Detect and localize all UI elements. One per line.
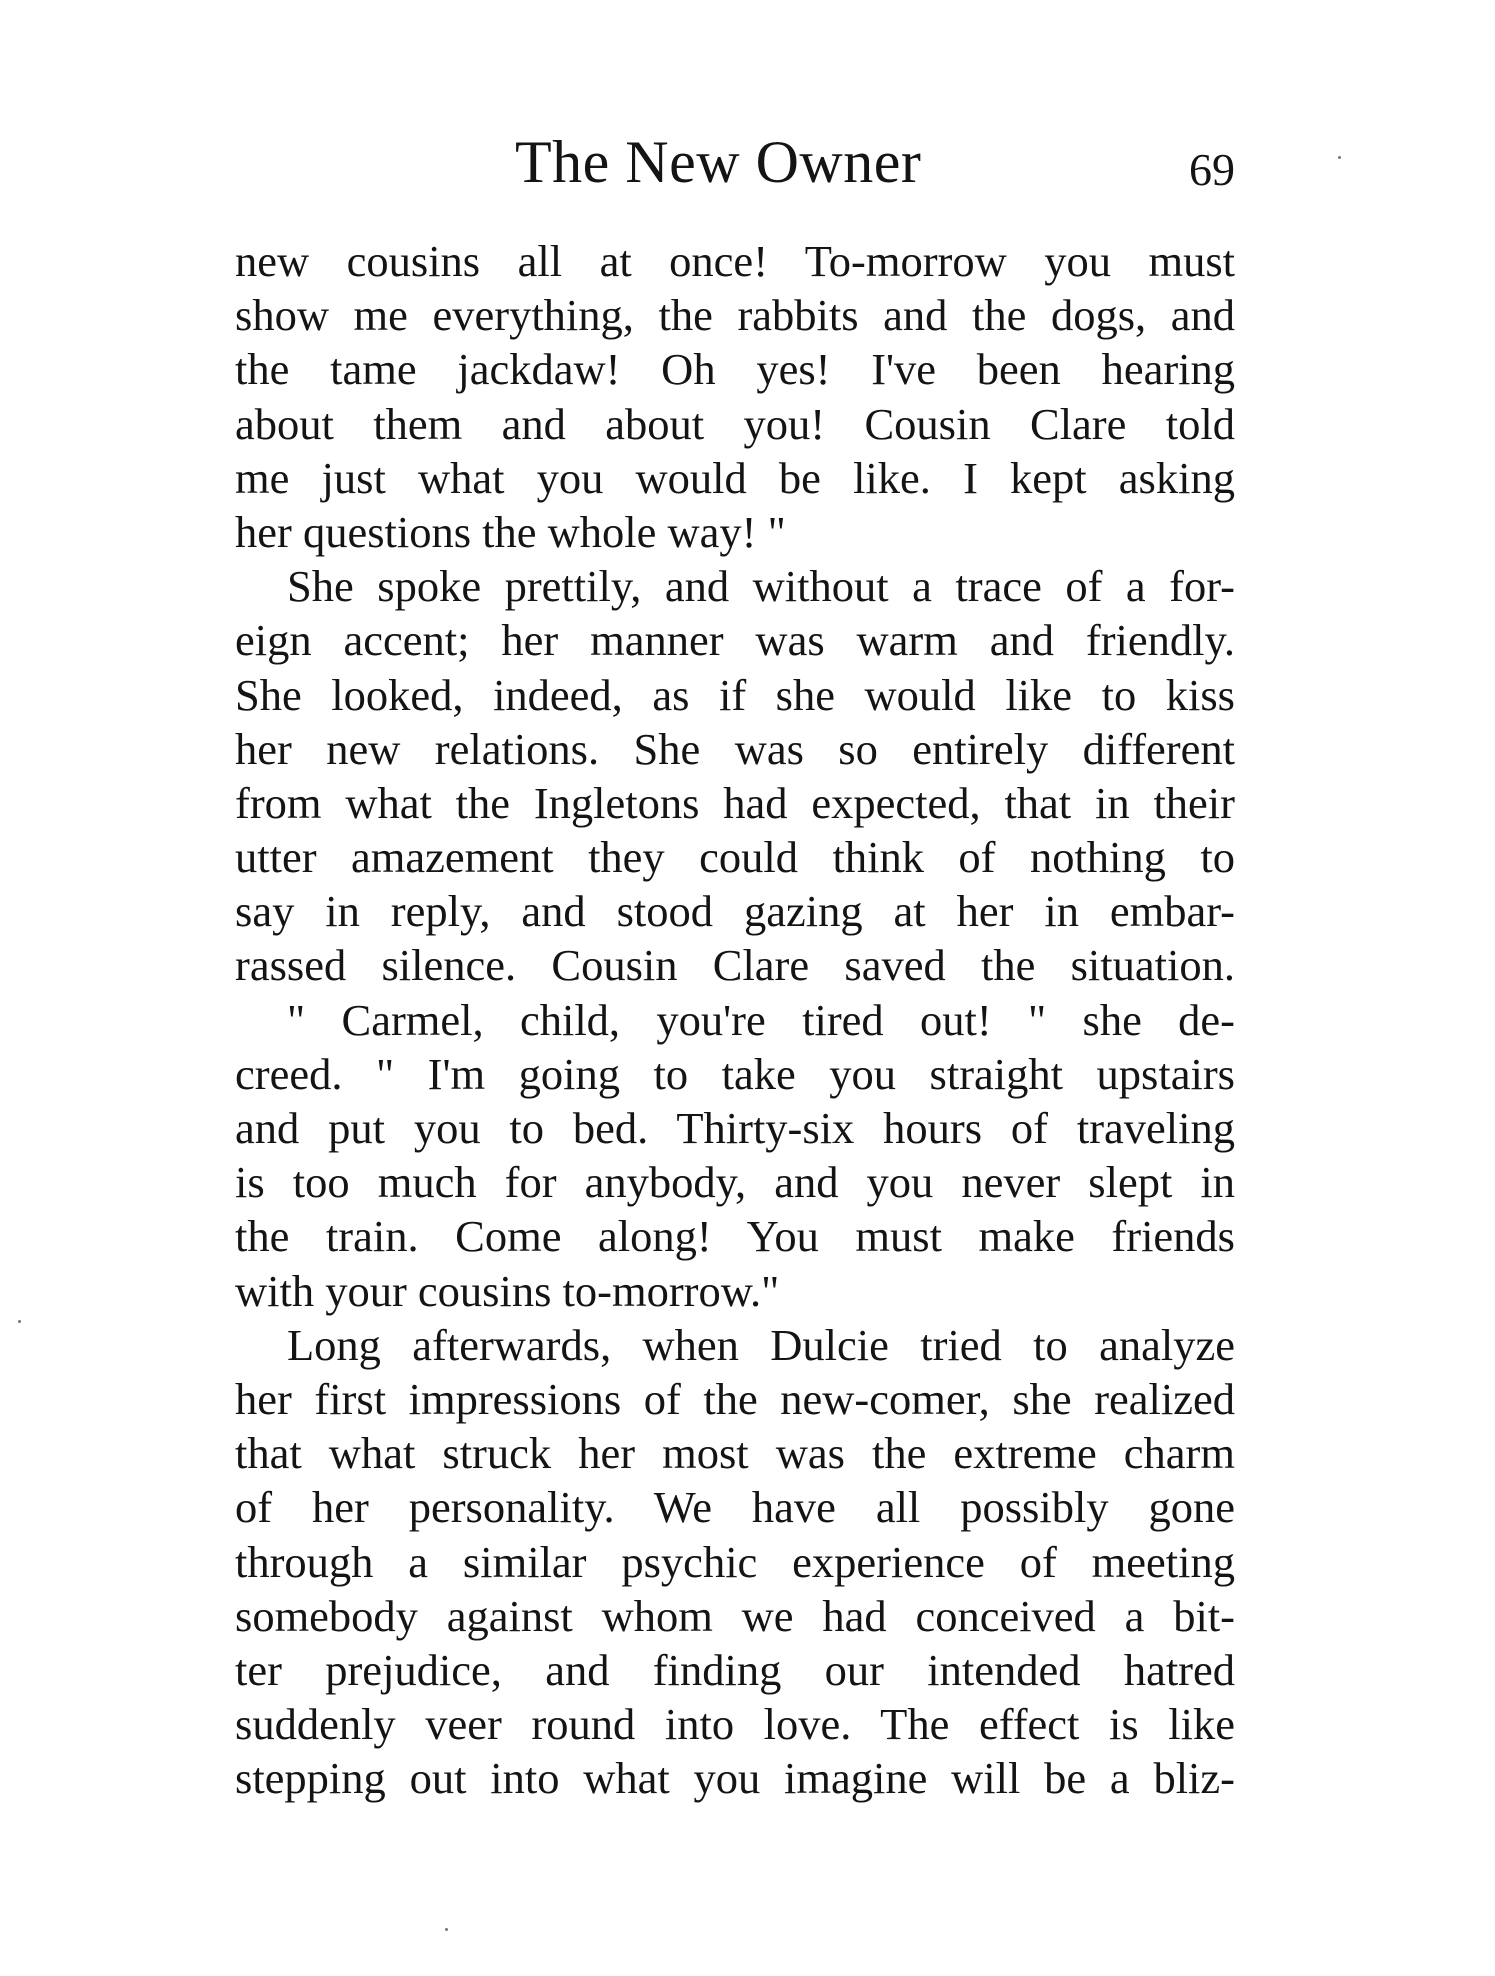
text-line: her questions the whole way! "	[235, 506, 786, 557]
text-line: her new relations. She was so entirely different	[235, 723, 1235, 774]
page-header	[235, 122, 1235, 202]
text-line: through a similar psychic experience of meeting	[235, 1536, 1235, 1587]
text-line: She looked, indeed, as if she would like to kiss	[235, 669, 1235, 720]
text-line: of her personality. We have all possibly gone	[235, 1482, 1235, 1533]
text-line: about them and about you! Cousin Clare told	[235, 398, 1235, 449]
text-line: eign accent; her manner was warm and friendly.	[235, 615, 1235, 666]
text-line: Long afterwards, when Dulcie tried to analyze	[287, 1319, 1235, 1370]
text-line: is too much for anybody, and you never slept in	[235, 1157, 1235, 1208]
text-line: suddenly veer round into love. The effect is like	[235, 1699, 1235, 1750]
text-line: utter amazement they could think of nothing to	[235, 832, 1235, 883]
text-line: me just what you would be like. I kept asking	[235, 452, 1235, 503]
scan-speck	[1338, 156, 1341, 159]
scan-speck	[445, 1928, 448, 1931]
text-line: the train. Come along! You must make friends	[235, 1211, 1235, 1262]
text-line: " Carmel, child, you're tired out! " she de-	[287, 994, 1235, 1045]
text-line: with your cousins to-morrow."	[235, 1265, 780, 1316]
text-line: She spoke prettily, and without a trace of a for-	[287, 561, 1235, 612]
body-text	[235, 234, 1235, 1805]
text-line: the tame jackdaw! Oh yes! I've been hearing	[235, 344, 1235, 395]
scan-speck	[18, 1320, 21, 1323]
text-line: and put you to bed. Thirty-six hours of traveling	[235, 1103, 1235, 1153]
text-line: from what the Ingletons had expected, that in their	[235, 777, 1235, 828]
text-line: ter prejudice, and finding our intended hatred	[235, 1644, 1235, 1695]
text-line: creed. " I'm going to take you straight upstairs	[235, 1048, 1235, 1099]
text-line: show me everything, the rabbits and the dogs, and	[235, 290, 1235, 341]
text-line: new cousins all at once! To-morrow you must	[235, 236, 1235, 286]
text-line: say in reply, and stood gazing at her in embar-	[235, 886, 1235, 937]
text-line: stepping out into what you imagine will be a bliz-	[235, 1753, 1235, 1804]
text-line: rassed silence. Cousin Clare saved the situation.	[235, 940, 1235, 991]
page-number: 69	[1189, 144, 1235, 195]
text-line: her first impressions of the new-comer, she realized	[235, 1373, 1235, 1424]
text-line: somebody against whom we had conceived a bit-	[235, 1590, 1235, 1641]
running-title: The New Owner	[515, 129, 922, 195]
text-line: that what struck her most was the extreme charm	[235, 1428, 1235, 1479]
